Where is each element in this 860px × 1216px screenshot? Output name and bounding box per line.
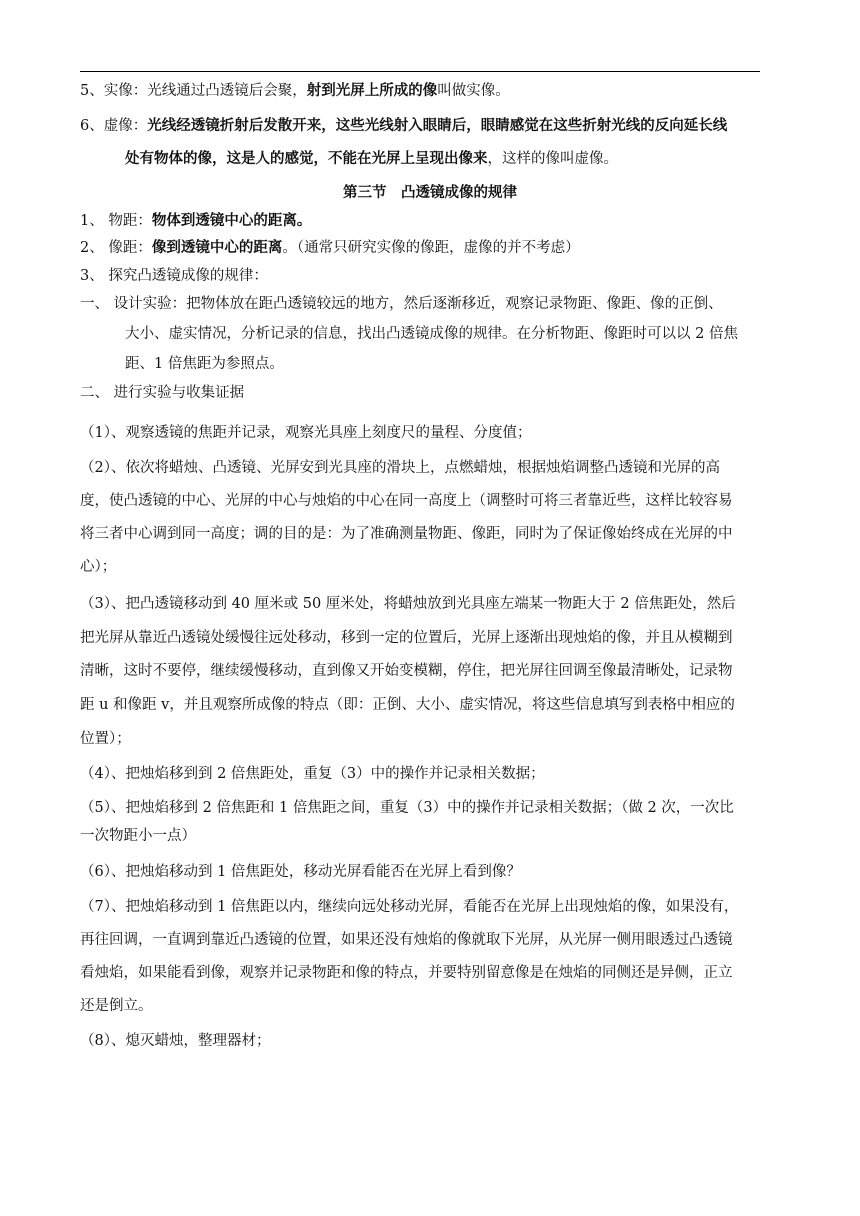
step-5-line1: （5）、把烛焰移到 2 倍焦距和 1 倍焦距之间，重复（3）中的操作并记录相关数据；（做 2 次，一次比 bbox=[80, 800, 734, 816]
step-1: （1）、观察透镜的焦距并记录，观察光具座上刻度尺的量程、分度值； bbox=[80, 425, 532, 441]
step-7-line2: 再往回调，一直调到靠近凸透镜的位置，如果还没有烛焰的像就取下光屏，从光屏一侧用眼透过凸透镜 bbox=[80, 932, 733, 948]
step-3-line4: 距 u 和像距 v，并且观察所成像的特点（即：正倒、大小、虚实情况，将这些信息填写到表格中相应的 bbox=[80, 697, 735, 713]
step-2-line1: （2）、依次将蜡烛、凸透镜、光屏安到光具座的滑块上，点燃蜡烛，根据烛焰调整凸透镜和光屏的高 bbox=[80, 460, 720, 476]
step-2-line2: 度，使凸透镜的中心、光屏的中心与烛焰的中心在同一高度上（调整时可将三者靠近些，这样比较容易 bbox=[80, 493, 733, 509]
step-5-line2: 一次物距小一点） bbox=[80, 828, 196, 844]
experiment-heading: 二、 进行实验与收集证据 bbox=[80, 385, 245, 401]
step-4: （4）、把烛焰移到到 2 倍焦距处，重复（3）中的操作并记录相关数据； bbox=[80, 766, 545, 782]
step-2-line4: 心）； bbox=[80, 559, 117, 575]
item-virtual-image-line2: 处有物体的像，这是人的感觉，不能在光屏上呈现出像来，这样的像叫虚像。 bbox=[125, 150, 618, 167]
item-real-image: 5、实像：光线通过凸透镜后会聚，射到光屏上所成的像叫做实像。 bbox=[80, 82, 510, 99]
step-3-line2: 把光屏从靠近凸透镜处缓慢往远处移动，移到一定的位置后，光屏上逐渐出现烛焰的像，并且从模糊到 bbox=[80, 630, 733, 646]
item-explore: 3、 探究凸透镜成像的规律： bbox=[80, 268, 268, 284]
step-2-line3: 将三者中心调到同一高度；调的目的是：为了准确测量物距、像距，同时为了保证像始终成在光屏的中 bbox=[80, 526, 733, 542]
step-3-line3: 清晰，这时不要停，继续缓慢移动，直到像又开始变模糊，停住，把光屏往回调至像最清晰处，记录物 bbox=[80, 663, 733, 679]
section-title: 第三节 凸透镜成像的规律 bbox=[343, 184, 517, 201]
design-line1: 一、 设计实验：把物体放在距凸透镜较远的地方，然后逐渐移近，观察记录物距、像距、像的正倒、 bbox=[80, 296, 723, 312]
step-7-line1: （7）、把烛焰移动到 1 倍焦距以内，继续向远处移动光屏，看能否在光屏上出现烛焰的像，如果没有， bbox=[80, 899, 739, 915]
step-6: （6）、把烛焰移动到 1 倍焦距处，移动光屏看能否在光屏上看到像？ bbox=[80, 864, 521, 880]
header-rule bbox=[80, 71, 760, 72]
design-line3: 距、1 倍焦距为参照点。 bbox=[125, 356, 284, 372]
item-virtual-image-line1: 6、虚像：光线经透镜折射后发散开来，这些光线射入眼睛后，眼睛感觉在这些折射光线的反向延长线 bbox=[80, 117, 728, 134]
design-line2: 大小、虚实情况，分析记录的信息，找出凸透镜成像的规律。在分析物距、像距时可以以 2 倍焦 bbox=[125, 326, 738, 342]
step-3-line5: 位置）； bbox=[80, 731, 131, 747]
step-3-line1: （3）、把凸透镜移动到 40 厘米或 50 厘米处，将蜡烛放到光具座左端某一物距大于 2 倍焦距处，然后 bbox=[80, 596, 736, 612]
item-object-distance: 1、 物距：物体到透镜中心的距离。 bbox=[80, 212, 312, 229]
step-8: （8）、熄灭蜡烛，整理器材； bbox=[80, 1033, 271, 1049]
step-7-line4: 还是倒立。 bbox=[80, 998, 153, 1014]
step-7-line3: 看烛焰，如果能看到像，观察并记录物距和像的特点，并要特别留意像是在烛焰的同侧还是异侧，正立 bbox=[80, 965, 733, 981]
item-image-distance: 2、 像距：像到透镜中心的距离。（通常只研究实像的像距，虚像的并不考虑） bbox=[80, 239, 580, 256]
